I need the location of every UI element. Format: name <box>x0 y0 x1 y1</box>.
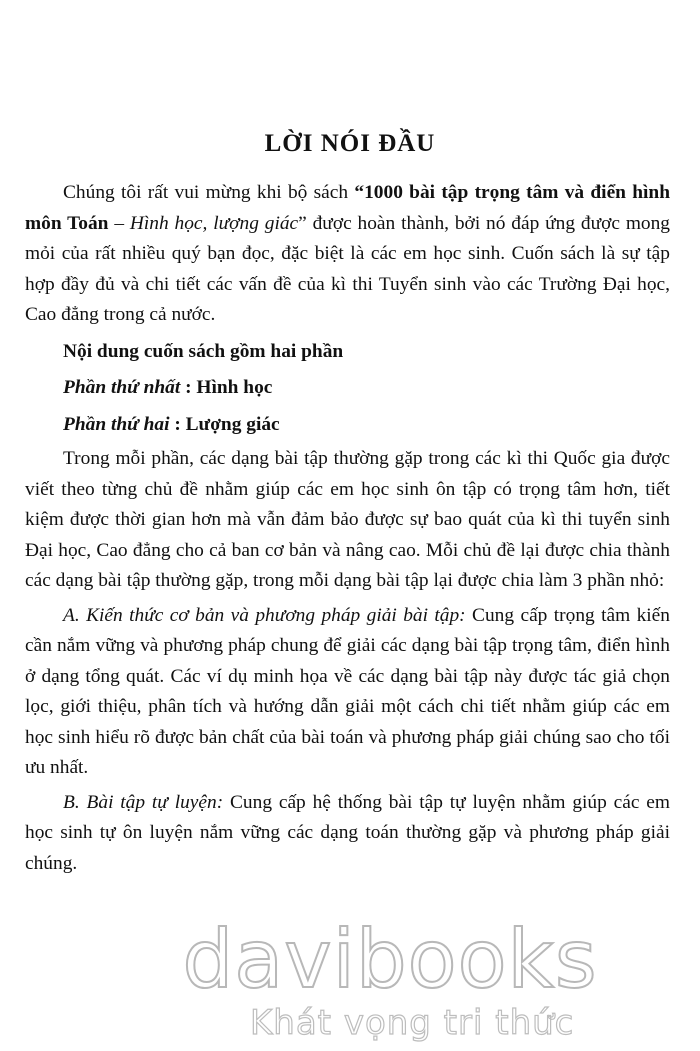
intro-text-e: ” được hoàn thành, bởi nó đáp ứng được mong mỏi của rất nhiều quý bạn đọc, đặc biệt là các em học sinh. Cuốn sách là sự tập hợp đầy đủ và chi tiết các vấn đề của kì thi Tuyển sinh vào các Trường Đại học, Cao đẳng trong cả nước. <box>25 212 670 325</box>
part-two-label: Phần thứ hai <box>63 413 170 435</box>
watermark-brand: davibooks <box>182 913 598 1006</box>
part-one-sep: : <box>180 377 197 398</box>
publisher-watermark <box>155 915 625 1005</box>
section-b-paragraph <box>25 788 670 880</box>
part-two-line <box>25 410 670 441</box>
section-b-text: Cung cấp hệ thống bài tập tự luyện nhằm giúp các em học sinh tự ôn luyện nắm vững các dạng toán thường gặp và phương pháp giải chúng. <box>25 791 670 874</box>
structure-paragraph: Trong mỗi phần, các dạng bài tập thường gặp trong các kì thi Quốc gia được viết theo từng chủ đề nhằm giúp các em học sinh ôn tập có trọng tâm hơn, tiết kiệm được thời gian hơn mà vẫn đảm bảo được sự bao quát của kì thi tuyển sinh Đại học, Cao đẳng cho cả ban cơ bản và nâng cao. Mỗi chủ đề lại được chia thành các dạng bài tập thường gặp, trong mỗi dạng bài tập lại được chia làm 3 phần nhỏ: <box>25 448 670 591</box>
intro-text-a: Chúng tôi rất vui mừng khi bộ sách <box>63 182 355 203</box>
part-two-value: Lượng giác <box>185 413 280 435</box>
part-one-label: Phần thứ nhất <box>63 377 181 398</box>
page-title: LỜI NÓI ĐẦU <box>264 130 436 157</box>
intro-paragraph <box>25 178 670 331</box>
part-one-value: Hình học <box>196 377 273 398</box>
part-two-sep: : <box>169 413 186 435</box>
book-subtitle-italic: Hình học, lượng giác <box>129 212 299 234</box>
section-a-label: A. Kiến thức cơ bản và phương pháp giải bài tập: <box>63 604 466 626</box>
part-one-line <box>25 373 670 404</box>
book-title-bold: “1000 bài tập trọng tâm và điển hình môn Toán <box>25 182 670 234</box>
document-body <box>25 178 670 879</box>
section-a-paragraph <box>25 601 670 784</box>
section-a-text: Cung cấp trọng tâm kiến cần nắm vững và phương pháp chung để giải các dạng bài tập trọng tâm, điển hình ở dạng tổng quát. Các ví dụ minh họa về các dạng bài tập này được tác giả chọn lọc, giới thiệu, phân tích và hướng dẫn giải một cách chi tiết nhằm giúp các em học sinh hiểu rõ được bản chất của bài toán và phương pháp giải chúng sao cho tối ưu nhất. <box>25 604 670 778</box>
intro-text-c: – <box>108 212 130 234</box>
section-b-label: B. Bài tập tự luyện: <box>63 791 224 813</box>
watermark-tagline: Khát vọng tri thức <box>250 1003 575 1043</box>
content-heading: Nội dung cuốn sách gồm hai phần <box>63 340 344 362</box>
